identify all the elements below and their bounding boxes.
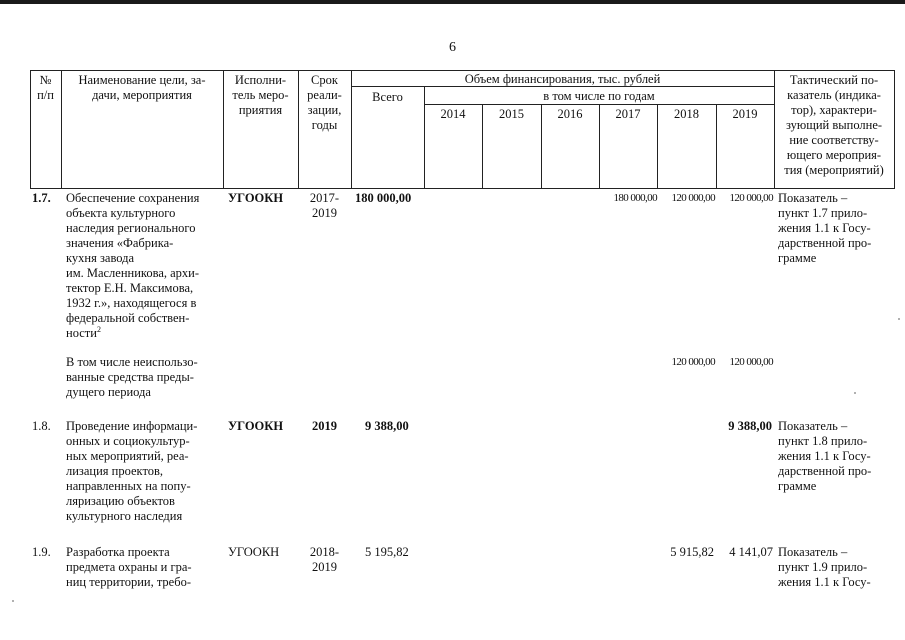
row-executor: УГООКН [228,545,280,559]
row-indicator: Показатель – пункт 1.8 прило- жения 1.1 к Госу- дарственной про- грамме [778,419,872,493]
row-indicator: Показатель – пункт 1.9 прило- жения 1.1 к Госу- [778,545,871,589]
row-subline-year-2018: 120 000,00 [671,356,715,368]
scan-speck [12,600,14,602]
row-indicator: Показатель – пункт 1.7 прило- жения 1.1 к Госу- дарственной про- грамме [778,191,872,265]
scan-speck [898,318,900,320]
header-year-2016: 2016 [557,107,583,121]
row-term: 2017- 2019 [309,191,340,220]
header-year-2018: 2018 [674,107,699,121]
row-total: 5 195,82 [365,545,409,559]
header-total: Всего [372,90,403,104]
row-total: 180 000,00 [355,191,412,205]
row-number: 1.9. [32,545,51,559]
row-subline-year-2019: 120 000,00 [729,356,773,368]
row-year-2018: 5 915,82 [670,545,714,559]
header-bottom-border [30,188,894,189]
row-total: 9 388,00 [365,419,409,433]
row-year-2018: 120 000,00 [671,192,715,204]
row-term: 2018- 2019 [309,545,340,574]
row-subline-name: В том числе неиспользо- ванные средства преды- дущего периода [66,355,198,399]
top-border [0,0,905,4]
header-term: Срок реали- зации, годы [307,73,342,132]
header-year-2015: 2015 [499,107,524,121]
row-name: Проведение информаци- онных и социокультур- ных мероприятий, реа- лизация проектов, направленных на попу- ляризацию объектов культурного наследия [66,419,198,523]
row-year-2019: 4 141,07 [729,545,773,559]
row-executor: УГООКН [228,419,284,433]
table-top-border [30,70,894,71]
row-name: Разработка проекта предмета охраны и гра- ниц территории, требо- [66,545,192,589]
row-term: 2019 [312,419,337,433]
header-year-2017: 2017 [615,107,641,121]
scan-speck [854,392,856,394]
header-year-2019: 2019 [732,107,758,121]
row-year-2019: 120 000,00 [729,192,773,204]
row-name [66,191,223,341]
row-name-text: Обеспечение сохранения объекта культурного наследия регионального значения «Фабрика- кухня завода им. Масленникова, архи- тектор Е.Н. Максимова, 1932 г.», находящегося в федеральной собствен- ности [66,191,200,340]
page-number: 6 [449,40,456,55]
grid-line [351,70,352,189]
row-year-2019: 9 388,00 [728,419,772,433]
row-number: 1.7. [32,191,51,205]
header-year-2014: 2014 [440,107,466,121]
header-indicator: Тактический по- казатель (индика- тор), характери- зующий выполне- ние соответству- ющего мероприя- тия (мероприятий) [784,73,884,177]
header-by-years: в том числе по годам [543,89,655,103]
header-name: Наименование цели, за- дачи, мероприятия [78,73,206,102]
row-executor: УГООКН [228,191,284,205]
footnote-mark: 2 [96,324,101,334]
row-year-2017: 180 000,00 [613,192,657,204]
grid-line [894,70,895,189]
header-number: № п/п [37,73,54,102]
header-funding: Объем финансирования, тыс. рублей [464,72,661,86]
row-number: 1.8. [32,419,51,433]
header-executor: Исполни- тель меро- приятия [232,73,289,117]
